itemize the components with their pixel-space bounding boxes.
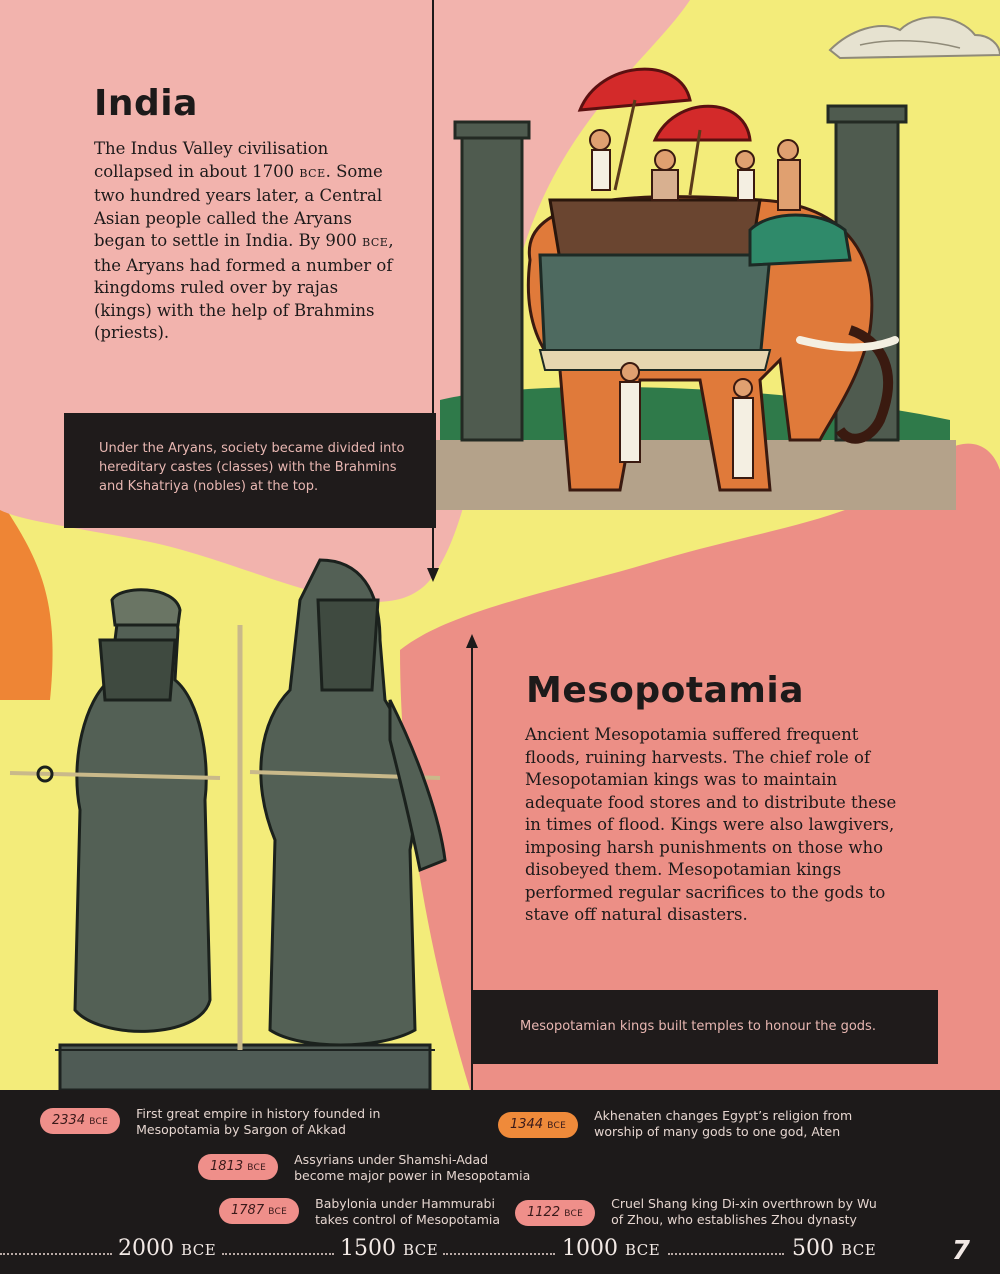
scale-year: 1000 [562, 1236, 618, 1261]
timeline-event [219, 1198, 515, 1228]
india-body-part-1: The Indus Valley civilisation collapsed in about 1700 [94, 139, 329, 181]
year-pill [219, 1198, 299, 1224]
scale-dots [668, 1253, 784, 1255]
scale-dots [222, 1253, 334, 1255]
india-caption-text: Under the Aryans, society became divided into hereditary castes (classes) with the Brahmins and Kshatriya (nobles) at the top. [99, 441, 405, 494]
india-bce-2: BCE [362, 236, 389, 249]
event-era: BCE [268, 1207, 288, 1217]
event-description: Babylonia under Hammurabi takes control of Mesopotamia [315, 1196, 501, 1227]
mesopotamia-caption-text: Mesopotamian kings built temples to honour the gods. [520, 1019, 876, 1034]
scale-label-1500 [340, 1236, 438, 1261]
orange-edge-shape [0, 500, 53, 700]
event-era: BCE [547, 1121, 567, 1131]
india-caption-box [64, 413, 436, 528]
event-description: First great empire in history founded in Mesopotamia by Sargon of Akkad [136, 1106, 381, 1137]
event-era: BCE [89, 1117, 109, 1127]
event-description: Assyrians under Shamshi-Adad become major power in Mesopotamia [294, 1152, 531, 1183]
scale-era: BCE [181, 1241, 217, 1259]
year-pill [40, 1108, 120, 1134]
event-year: 2334 [52, 1113, 86, 1128]
mesopotamia-heading: Mesopotamia [526, 670, 805, 711]
india-body-part-3: , the Aryans had formed a number of kingdoms ruled over by rajas (kings) with the help of Brahmins (priests). [94, 231, 394, 342]
year-pill [515, 1200, 595, 1226]
scale-era: BCE [403, 1241, 439, 1259]
scale-label-1000 [562, 1236, 660, 1261]
elephant-procession-illustration [436, 69, 956, 510]
mesopotamian-statues-illustration [10, 560, 445, 1090]
event-era: BCE [564, 1209, 584, 1219]
scale-label-2000 [118, 1236, 216, 1261]
event-year: 1344 [510, 1117, 544, 1132]
india-heading: India [94, 83, 198, 124]
timeline-event [198, 1154, 534, 1184]
scale-dots [443, 1253, 555, 1255]
scale-era: BCE [841, 1241, 877, 1259]
mesopotamia-caption-box [472, 990, 938, 1064]
timeline-scale [0, 1236, 1000, 1266]
scale-year: 1500 [340, 1236, 396, 1261]
scale-year: 2000 [118, 1236, 174, 1261]
event-description: Akhenaten changes Egypt’s religion from worship of many gods to one god, Aten [594, 1108, 853, 1139]
mesopotamia-body-text: Ancient Mesopotamia suffered frequent floods, ruining harvests. The chief role of Mesopotamian kings was to maintain adequate food stores and to distribute these in times of flood. Kings were also lawgivers, imposing harsh punishments on those who disobeyed them. Mesopotamian kings performed regular sacrifices to the gods to stave off natural disasters. [525, 725, 897, 924]
event-era: BCE [247, 1163, 267, 1173]
event-description: Cruel Shang king Di-xin overthrown by Wu of Zhou, who establishes Zhou dynasty [611, 1196, 877, 1227]
scale-era: BCE [625, 1241, 661, 1259]
timeline-event [40, 1108, 386, 1138]
scale-dots [0, 1253, 112, 1255]
india-body-text [94, 138, 394, 345]
timeline-event [498, 1108, 904, 1140]
india-bce-1: BCE [299, 166, 326, 180]
scale-year: 500 [792, 1236, 834, 1261]
year-pill [198, 1154, 278, 1180]
event-year: 1813 [210, 1159, 244, 1174]
cloud-illustration [830, 17, 1000, 58]
event-year: 1122 [527, 1205, 561, 1220]
scale-label-500 [792, 1236, 876, 1261]
india-body-part-2: . Some two hundred years later, a Central Asian people called the Aryans began to settle in India. By 900 [94, 161, 383, 250]
page-number: 7 [951, 1236, 970, 1266]
timeline-event [515, 1196, 891, 1228]
year-pill [498, 1112, 578, 1138]
event-year: 1787 [231, 1203, 265, 1218]
